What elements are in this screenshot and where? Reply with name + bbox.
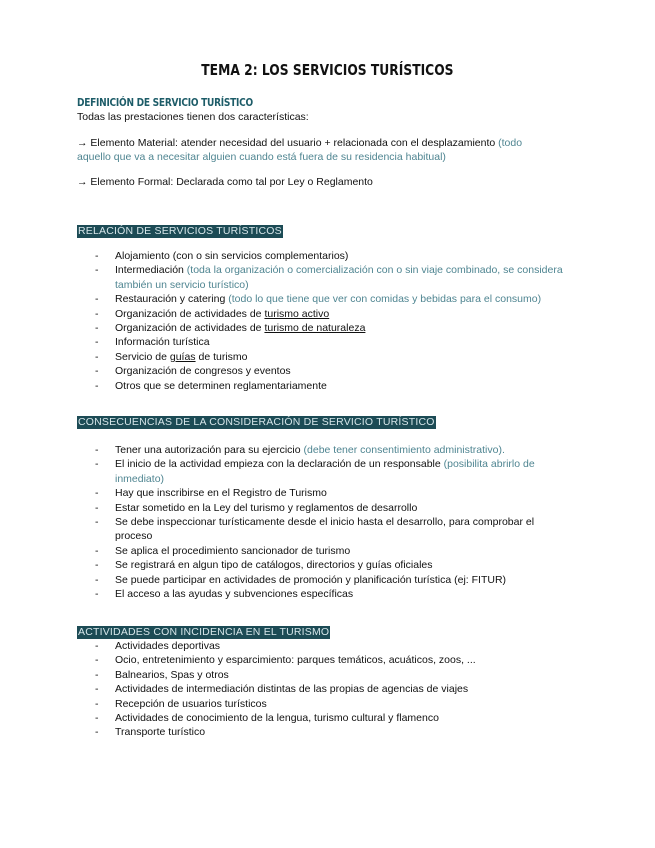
list-item-text — [115, 501, 565, 515]
item-main-text: Información turística — [115, 336, 210, 349]
list-item — [0, 321, 655, 335]
definition-heading: DEFINICIÓN DE SERVICIO TURÍSTICO — [77, 97, 253, 109]
item-note: (toda la organización o comercialización con o sin viaje combinado, se considera también un servicio turístico) — [115, 264, 563, 291]
relacion-list — [0, 249, 655, 393]
item-main-text: Servicio de — [115, 350, 167, 363]
list-marker: - — [95, 544, 99, 557]
list-marker: - — [95, 350, 99, 363]
formal-line: → Elemento Formal: Declarada como tal por Ley o Reglamento — [77, 176, 373, 188]
list-item — [0, 544, 655, 558]
material-line — [77, 136, 522, 151]
item-main-text: Recepción de usuarios turísticos — [115, 697, 267, 710]
material-note-continued: aquello que va a necesitar alguien cuando está fuera de su residencia habitual) — [77, 151, 446, 163]
list-item-text — [115, 350, 565, 364]
item-main-text: Actividades deportivas — [115, 640, 221, 652]
list-marker: - — [95, 379, 99, 392]
underlined-term: guías — [169, 350, 196, 363]
item-main-text: Se aplica el procedimiento sancionador de turismo — [115, 544, 351, 557]
item-main-text: Intermediación — [115, 264, 184, 277]
list-marker: - — [95, 264, 99, 277]
list-item-text — [115, 364, 565, 378]
list-item — [0, 307, 655, 321]
list-marker: - — [95, 697, 99, 710]
list-item — [0, 653, 655, 667]
item-note: (todo lo que tiene que ver con comidas y bebidas para el consumo) — [228, 293, 542, 306]
list-item — [0, 443, 655, 457]
item-main-text: Actividades de intermediación distintas de las propias de agencias de viajes — [115, 683, 469, 696]
list-marker: - — [95, 712, 99, 725]
item-main-text: El inicio de la actividad empieza con la declaración de un responsable — [115, 458, 441, 471]
list-marker: - — [95, 683, 99, 696]
list-marker: - — [95, 250, 99, 262]
list-item-text — [115, 321, 565, 335]
list-item — [0, 335, 655, 349]
list-item-text — [115, 457, 565, 486]
list-item — [0, 292, 655, 306]
list-marker: - — [95, 726, 99, 739]
item-main-text: Ocio, entretenimiento y esparcimiento: parques temáticos, acuáticos, zoos, ... — [115, 654, 476, 667]
list-marker: - — [95, 588, 99, 601]
item-main-text: Estar sometido en la Ley del turismo y reglamentos de desarrollo — [115, 501, 418, 514]
item-main-text: Balnearios, Spas y otros — [115, 668, 229, 681]
item-main-text: Alojamiento (con o sin servicios complementarios) — [115, 250, 349, 262]
consecuencias-heading: CONSECUENCIAS DE LA CONSIDERACIÓN DE SERVICIO TURÍSTICO — [78, 416, 435, 428]
list-marker: - — [95, 516, 99, 529]
item-main-text: Organización de congresos y eventos — [115, 365, 291, 378]
list-marker: - — [95, 458, 99, 471]
list-item-text — [115, 335, 565, 349]
material-label: → Elemento Material: atender necesidad del usuario + relacionada con el desplazamiento — [77, 137, 496, 149]
list-item — [0, 501, 655, 515]
list-item-text — [115, 711, 565, 725]
item-main-text: Organización de actividades de — [115, 307, 262, 320]
item-main-text: Tener una autorización para su ejercicio — [115, 444, 301, 456]
list-item — [0, 668, 655, 682]
list-marker: - — [95, 573, 99, 586]
list-item — [0, 711, 655, 725]
list-item-text — [115, 587, 565, 601]
list-item — [0, 639, 655, 653]
list-marker: - — [95, 336, 99, 349]
list-item — [0, 457, 655, 486]
list-item-text — [115, 515, 565, 544]
list-item-text — [115, 263, 565, 292]
list-item — [0, 697, 655, 711]
item-main-text: Otros que se determinen reglamentariamente — [115, 379, 327, 392]
list-item — [0, 558, 655, 572]
material-note-start: (todo — [498, 137, 523, 149]
list-item-text — [115, 573, 565, 587]
list-item-text — [115, 249, 565, 263]
list-item-text — [115, 725, 565, 739]
list-marker: - — [95, 293, 99, 306]
list-item-text — [115, 668, 565, 682]
list-item-text — [115, 558, 565, 572]
item-main-text: Se debe inspeccionar turísticamente desde el inicio hasta el desarrollo, para comprobar el proceso — [115, 516, 535, 543]
list-marker: - — [95, 487, 99, 500]
underlined-term: turismo de naturaleza — [264, 322, 366, 335]
item-main-text: El acceso a las ayudas y subvenciones específicas — [115, 588, 354, 601]
item-main-text: Restauración y catering — [115, 293, 226, 306]
item-main-text: Organización de actividades de — [115, 322, 262, 335]
list-marker: - — [95, 444, 99, 456]
item-trailing-text: de turismo — [198, 350, 248, 363]
list-item-text — [115, 443, 565, 457]
definition-intro: Todas las prestaciones tienen dos características: — [77, 111, 309, 123]
actividades-list — [0, 639, 655, 740]
list-marker: - — [95, 654, 99, 667]
list-item-text — [115, 544, 565, 558]
relacion-heading: RELACIÓN DE SERVICIOS TURÍSTICOS — [78, 225, 282, 237]
list-item-text — [115, 639, 565, 653]
item-note: (debe tener consentimiento administrativo). — [303, 444, 505, 456]
item-main-text: Hay que inscribirse en el Registro de Turismo — [115, 487, 327, 500]
list-marker: - — [95, 307, 99, 320]
list-marker: - — [95, 668, 99, 681]
list-item — [0, 263, 655, 292]
list-item — [0, 573, 655, 587]
list-item — [0, 379, 655, 393]
list-item-text — [115, 697, 565, 711]
list-item-text — [115, 292, 565, 306]
list-marker: - — [95, 322, 99, 335]
underlined-term: turismo activo — [264, 307, 330, 320]
list-item-text — [115, 307, 565, 321]
list-marker: - — [95, 559, 99, 572]
item-main-text: Se registrará en algun tipo de catálogos, directorios y guías oficiales — [115, 559, 433, 572]
list-item — [0, 364, 655, 378]
list-marker: - — [95, 501, 99, 514]
list-marker: - — [95, 365, 99, 378]
list-marker: - — [95, 640, 99, 652]
list-item-text — [115, 486, 565, 500]
list-item — [0, 587, 655, 601]
consecuencias-list — [0, 443, 655, 601]
list-item — [0, 515, 655, 544]
list-item — [0, 249, 655, 263]
list-item — [0, 486, 655, 500]
item-main-text: Actividades de conocimiento de la lengua, turismo cultural y flamenco — [115, 712, 439, 725]
list-item-text — [115, 379, 565, 393]
item-main-text: Se puede participar en actividades de promoción y planificación turística (ej: FITUR) — [115, 573, 507, 586]
actividades-heading: ACTIVIDADES CON INCIDENCIA EN EL TURISMO — [78, 626, 330, 638]
list-item-text — [115, 682, 565, 696]
list-item-text — [115, 653, 565, 667]
item-note: (posibilita abrirlo de inmediato) — [115, 458, 535, 485]
list-item — [0, 725, 655, 739]
item-main-text: Transporte turístico — [115, 726, 206, 739]
page-title: TEMA 2: LOS SERVICIOS TURÍSTICOS — [201, 61, 454, 79]
list-item — [0, 682, 655, 696]
list-item — [0, 350, 655, 364]
